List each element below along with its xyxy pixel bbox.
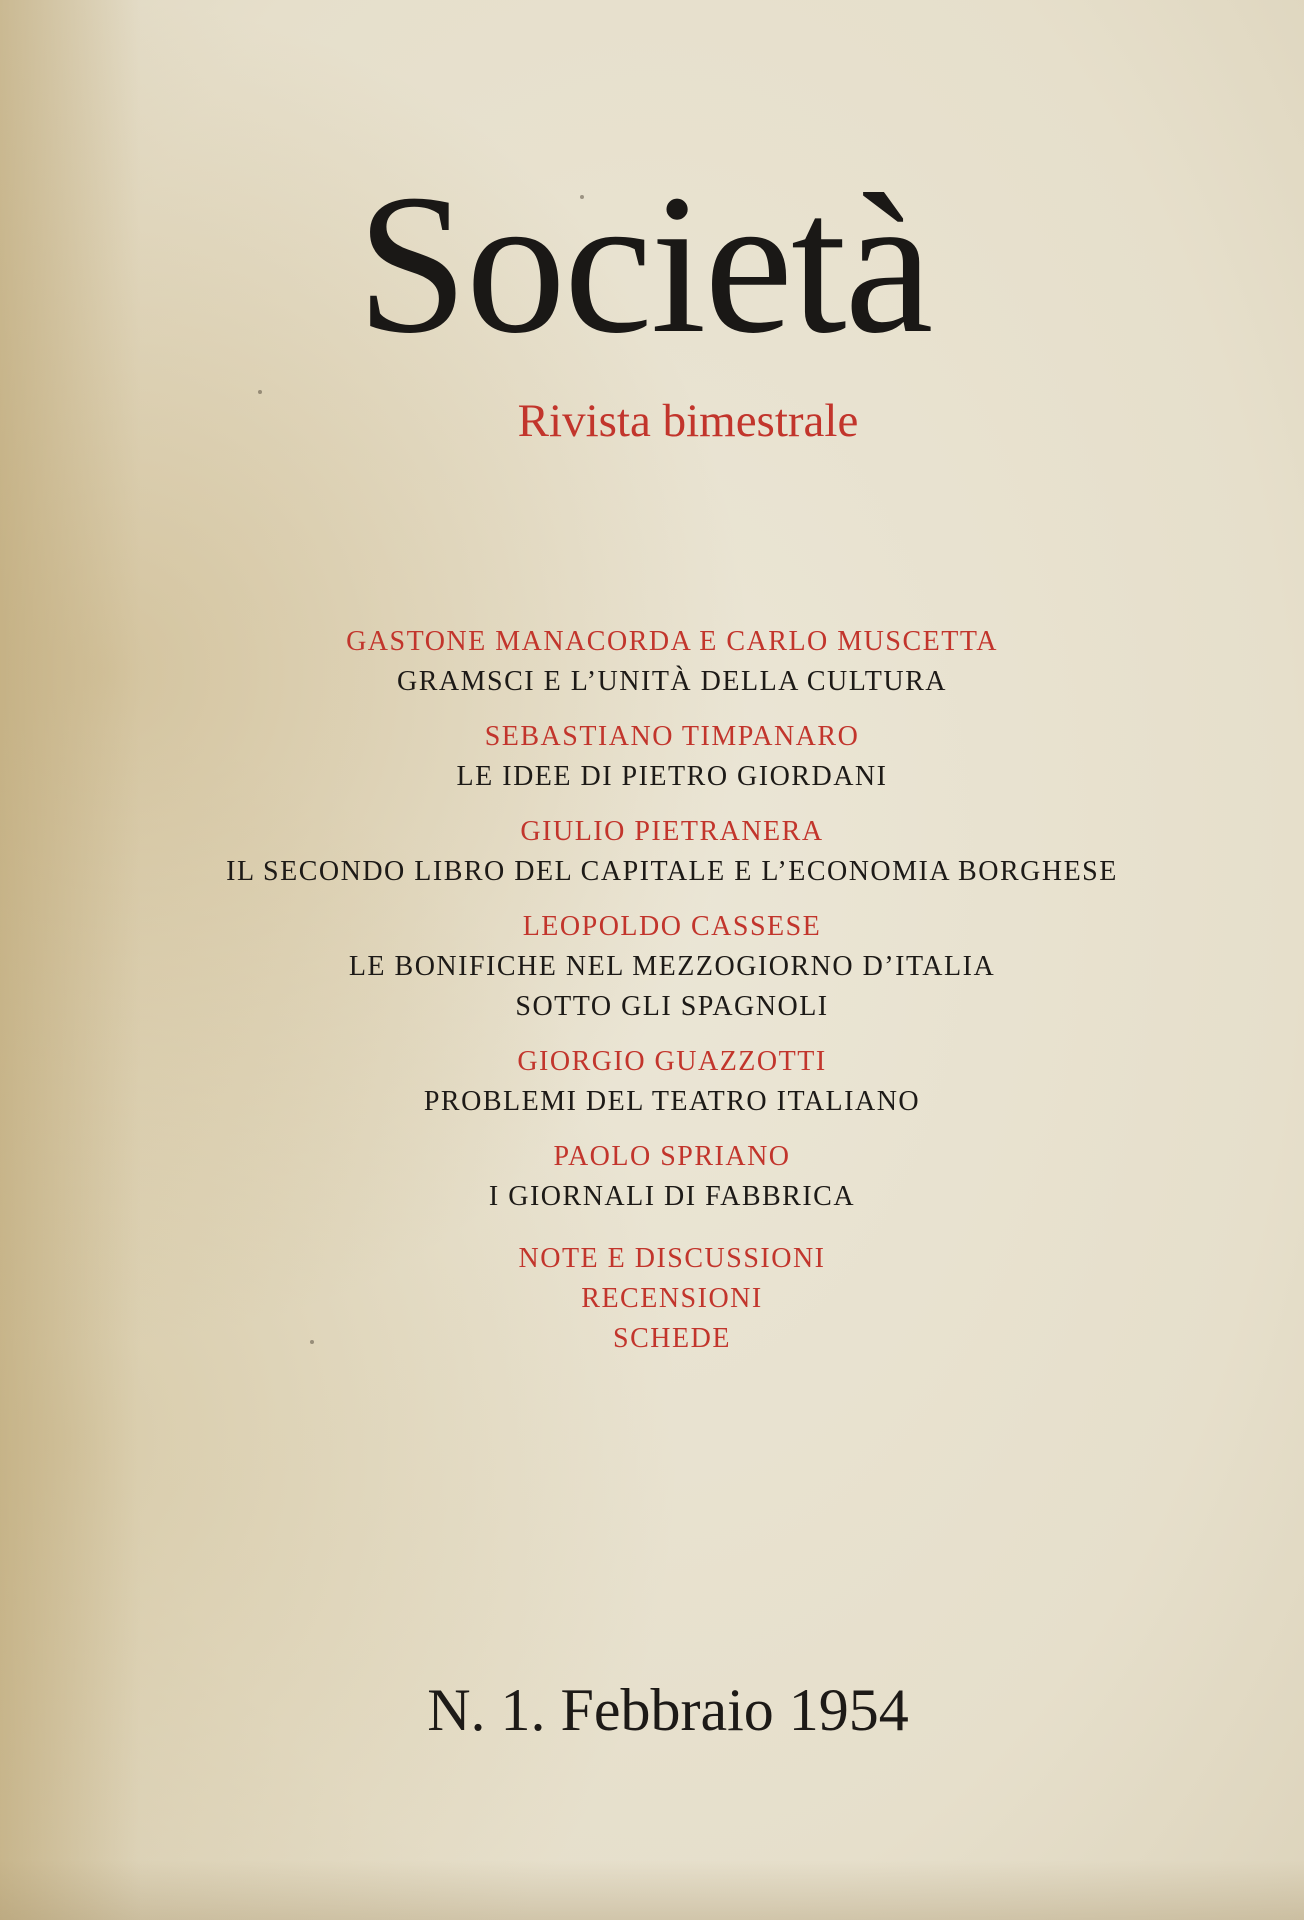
masthead-subtitle: Rivista bimestrale — [517, 395, 859, 447]
entry-author: SEBASTIANO TIMPANARO — [484, 721, 860, 752]
contents-entry — [20, 1137, 1304, 1217]
contents-entry — [20, 1042, 1304, 1122]
entry-title: LE IDEE DI PIETRO GIORDANI — [456, 761, 888, 792]
entry-author: GIORGIO GUAZZOTTI — [517, 1046, 827, 1077]
paper-stain-bottom — [0, 1860, 1304, 1920]
paper-speck — [258, 390, 262, 394]
entry-title: GRAMSCI E L’UNITÀ DELLA CULTURA — [397, 666, 947, 697]
entry-title: IL SECONDO LIBRO DEL CAPITALE E L’ECONOMIA BORGHESE — [226, 856, 1118, 887]
entry-author: PAOLO SPRIANO — [553, 1141, 791, 1172]
table-of-contents — [20, 622, 1304, 1359]
entry-title: PROBLEMI DEL TEATRO ITALIANO — [423, 1086, 921, 1117]
entry-author: LEOPOLDO CASSESE — [522, 911, 822, 942]
entry-title: SOTTO GLI SPAGNOLI — [515, 991, 829, 1022]
entry-author: GIULIO PIETRANERA — [520, 816, 824, 847]
contents-entry — [20, 717, 1304, 797]
issue-number-date: N. 1. Febbraio 1954 — [427, 1677, 909, 1743]
entry-author: GASTONE MANACORDA E CARLO MUSCETTA — [346, 626, 998, 657]
masthead-title: Società — [356, 154, 932, 375]
section-recensioni: RECENSIONI — [581, 1283, 763, 1314]
entry-title: I GIORNALI DI FABBRICA — [488, 1181, 856, 1212]
section-schede: SCHEDE — [613, 1323, 731, 1354]
contents-entry — [20, 622, 1304, 702]
contents-entry — [20, 907, 1304, 1027]
regular-sections — [20, 1239, 1304, 1359]
section-note: NOTE E DISCUSSIONI — [518, 1243, 826, 1274]
entry-title: LE BONIFICHE NEL MEZZOGIORNO D’ITALIA — [348, 951, 996, 982]
contents-entry — [20, 812, 1304, 892]
